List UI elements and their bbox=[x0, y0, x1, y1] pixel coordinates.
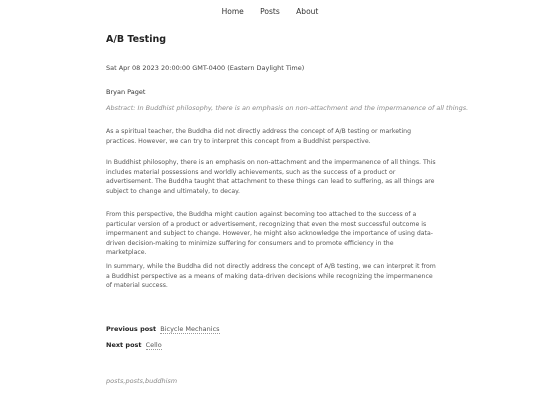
next-post bbox=[106, 341, 162, 349]
top-nav bbox=[0, 7, 540, 16]
post-paragraph-4: In summary, while the Buddha did not directly address the concept of A/B testing, we can interpret it from a Buddhist perspective as a means of making data-driven decisions while recognizing the impermanence of material success. bbox=[106, 263, 436, 290]
nav-about-link[interactable]: About bbox=[296, 7, 319, 16]
post-abstract: Abstract: In Buddhist philosophy, there is an emphasis on non-attachment and the impermanence of all things. bbox=[106, 104, 469, 112]
nav-posts-link[interactable]: Posts bbox=[260, 7, 280, 16]
previous-post-label: Previous post bbox=[106, 325, 157, 333]
next-post-link[interactable]: Cello bbox=[145, 341, 162, 349]
post-paragraph-1: As a spiritual teacher, the Buddha did not directly address the concept of A/B testing or marketing practices. However, we can try to interpret this concept from a Buddhist perspective. bbox=[106, 128, 412, 145]
post-paragraph-3: From this perspective, the Buddha might caution against becoming too attached to the success of a particular version of a product or advertisement, recognizing that even the most successful outcome is impermanent and subject to change. However, he might also acknowledge the importance of using data-driven decision-making to minimize suffering for consumers and to promote efficiency in the marketplace. bbox=[106, 211, 434, 257]
previous-post bbox=[106, 325, 220, 333]
post-tags[interactable]: posts,posts,buddhism bbox=[106, 377, 178, 385]
post-paragraph-2: In Buddhist philosophy, there is an emphasis on non-attachment and the impermanence of all things. This includes material possessions and worldly achievements, such as the success of a product or advertisement. The Buddha taught that attachment to these things can lead to suffering, as all things are subject to change and ultimately, to decay. bbox=[106, 159, 436, 195]
post-title: A/B Testing bbox=[106, 34, 167, 45]
previous-post-link[interactable]: Bicycle Mechanics bbox=[160, 325, 220, 333]
post-date: Sat Apr 08 2023 20:00:00 GMT-0400 (Eastern Daylight Time) bbox=[106, 64, 305, 72]
nav-home-link[interactable]: Home bbox=[221, 7, 244, 16]
next-post-label: Next post bbox=[106, 341, 142, 349]
post-author: Bryan Paget bbox=[106, 88, 146, 96]
